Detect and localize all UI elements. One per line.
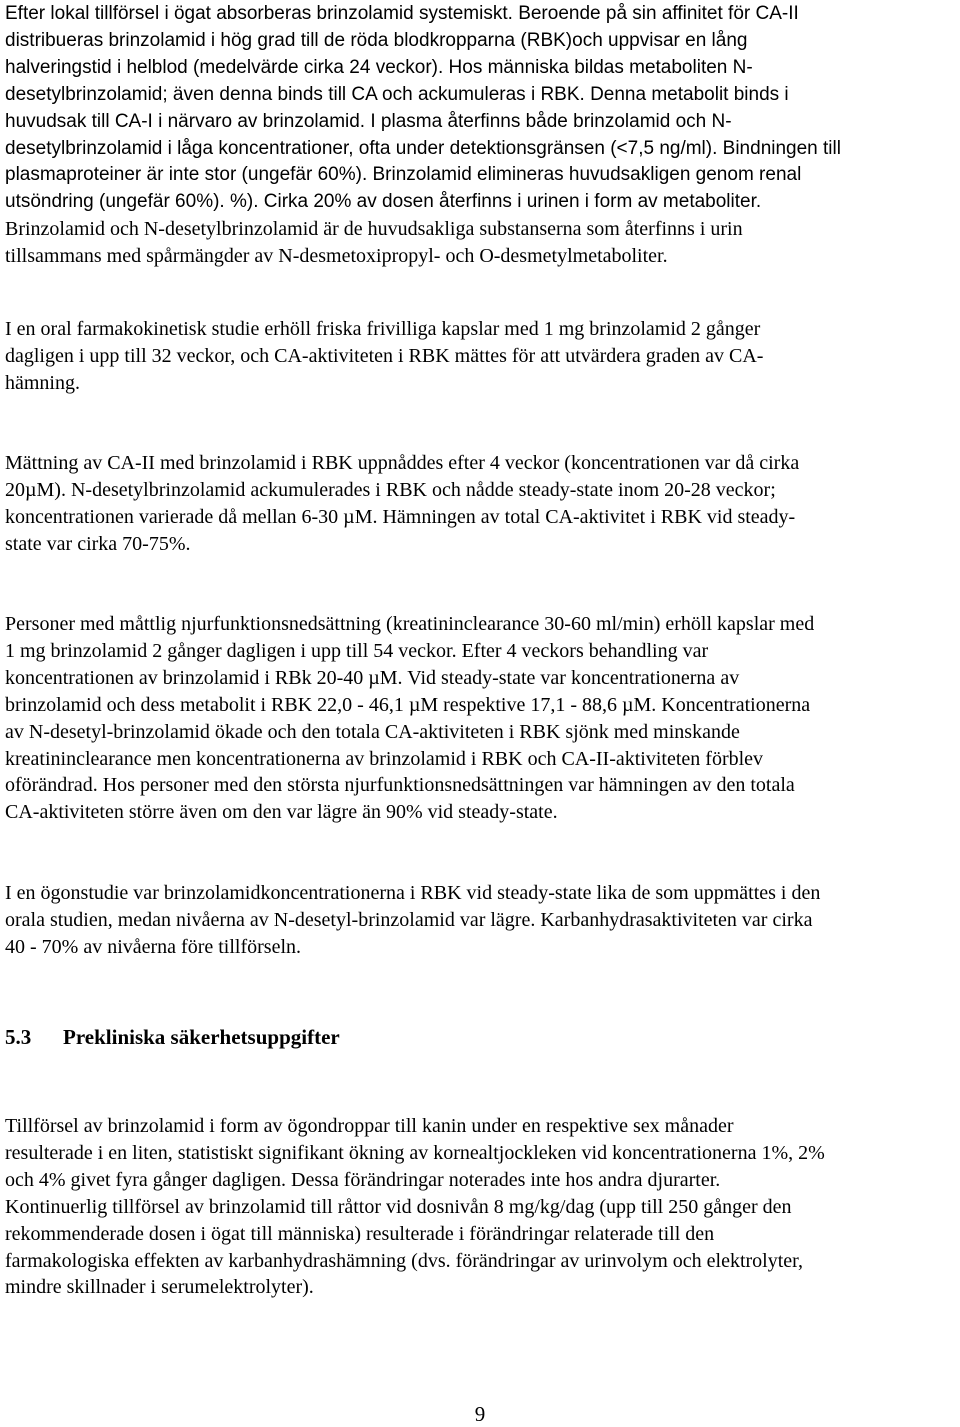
text-line: Mättning av CA-II med brinzolamid i RBK uppnåddes efter 4 veckor (koncentrationen var då cirka — [5, 452, 800, 474]
text-line: huvudsak till CA-I i närvaro av brinzolamid. I plasma återfinns både brinzolamid och N- — [5, 110, 732, 132]
text-line: desetylbrinzolamid; även denna binds till CA och ackumuleras i RBK. Denna metabolit binds i — [5, 83, 789, 105]
text-line: CA-aktiviteten större även om den var lägre än 90% vid steady-state. — [5, 801, 558, 824]
text-line: mindre skillnader i serumelektrolyter). — [5, 1276, 314, 1299]
text-line: plasmaproteiner är inte stor (ungefär 60%). Brinzolamid elimineras huvudsakligen genom renal — [5, 164, 802, 186]
text-line: brinzolamid och dess metabolit i RBK 22,0 - 46,1 µM respektive 17,1 - 88,6 µM. Koncentrationerna — [5, 693, 811, 716]
text-line: 1 mg brinzolamid 2 gånger dagligen i upp till 54 veckor. Efter 4 veckors behandling var — [5, 639, 709, 662]
text-line: resulterade i en liten, statistiskt signifikant ökning av kornealtjockleken vid koncentrationerna 1%, 2% — [5, 1141, 825, 1164]
text-line: desetylbrinzolamid i låga koncentrationer, ofta under detektionsgränsen (<7,5 ng/ml). Bindningen till — [5, 137, 841, 159]
text-line: rekommenderade dosen i ögat till människa) resulterade i förändringar relaterade till den — [5, 1222, 715, 1245]
text-line: Personer med måttlig njurfunktionsnedsättning (kreatininclearance 30-60 ml/min) erhöll kapslar med — [5, 613, 815, 635]
text-line: 40 - 70% av nivåerna före tillförseln. — [5, 935, 302, 958]
text-line: koncentrationen varierade då mellan 6-30 µM. Hämningen av total CA-aktivitet i RBK vid steady- — [5, 505, 796, 528]
text-line: orala studien, medan nivåerna av N-desetyl-brinzolamid var lägre. Karbanhydrasaktiviteten var cirka — [5, 908, 813, 931]
text-line: av N-desetyl-brinzolamid ökade och den totala CA-aktiviteten i RBK sjönk med minskande — [5, 720, 740, 743]
text-line: Tillförsel av brinzolamid i form av ögondroppar till kanin under en respektive sex månader — [5, 1115, 734, 1137]
text-line: farmakologiska effekten av karbanhydrashämning (dvs. förändringar av urinvolym och elektrolyter, — [5, 1249, 804, 1272]
text-line: Kontinuerlig tillförsel av brinzolamid till råttor vid dosnivån 8 mg/kg/dag (upp till 250 gånger den — [5, 1195, 792, 1218]
text-line: och 4% givet fyra gånger dagligen. Dessa förändringar noterades inte hos andra djurarter. — [5, 1168, 721, 1191]
text-line: state var cirka 70-75%. — [5, 532, 191, 555]
text-line: koncentrationen av brinzolamid i RBk 20-40 µM. Vid steady-state var koncentrationerna av — [5, 666, 740, 689]
text-line: utsöndring (ungefär 60%). %). Cirka 20% av dosen återfinns i urinen i form av metaboliter. — [5, 191, 762, 213]
text-line: kreatininclearance men koncentrationerna av brinzolamid i RBK och CA-II-aktiviteten förblev — [5, 747, 764, 770]
text-line: I en oral farmakokinetisk studie erhöll friska frivilliga kapslar med 1 mg brinzolamid 2 gånger — [5, 318, 761, 340]
text-line: Brinzolamid och N-desetylbrinzolamid är de huvudsakliga substanserna som återfinns i urin — [5, 218, 743, 241]
text-line: 20µM). N-desetylbrinzolamid ackumulerades i RBK och nådde steady-state inom 20-28 veckor; — [5, 478, 776, 501]
text-line: oförändrad. Hos personer med den största njurfunktionsnedsättningen var hämningen av den totala — [5, 774, 795, 797]
section-number: 5.3 — [5, 1025, 32, 1049]
text-line: Efter lokal tillförsel i ögat absorberas brinzolamid systemiskt. Beroende på sin affinitet för CA-II — [5, 3, 799, 24]
section-heading — [5, 1024, 340, 1050]
text-line: I en ögonstudie var brinzolamidkoncentrationerna i RBK vid steady-state lika de som uppmättes i den — [5, 882, 821, 904]
section-title: Prekliniska säkerhetsuppgifter — [63, 1025, 340, 1049]
text-line: tillsammans med spårmängder av N-desmetoxipropyl- och O-desmetylmetaboliter. — [5, 245, 668, 268]
text-line: dagligen i upp till 32 veckor, och CA-aktiviteten i RBK mättes för att utvärdera graden av CA- — [5, 344, 764, 367]
text-line: distribueras brinzolamid i hög grad till de röda blodkropparna (RBK)och uppvisar en lång — [5, 29, 748, 51]
text-line: halveringstid i helblod (medelvärde cirka 24 veckor). Hos människa bildas metaboliten N- — [5, 56, 753, 78]
page-number: 9 — [474, 1402, 486, 1426]
text-line: hämning. — [5, 371, 80, 394]
